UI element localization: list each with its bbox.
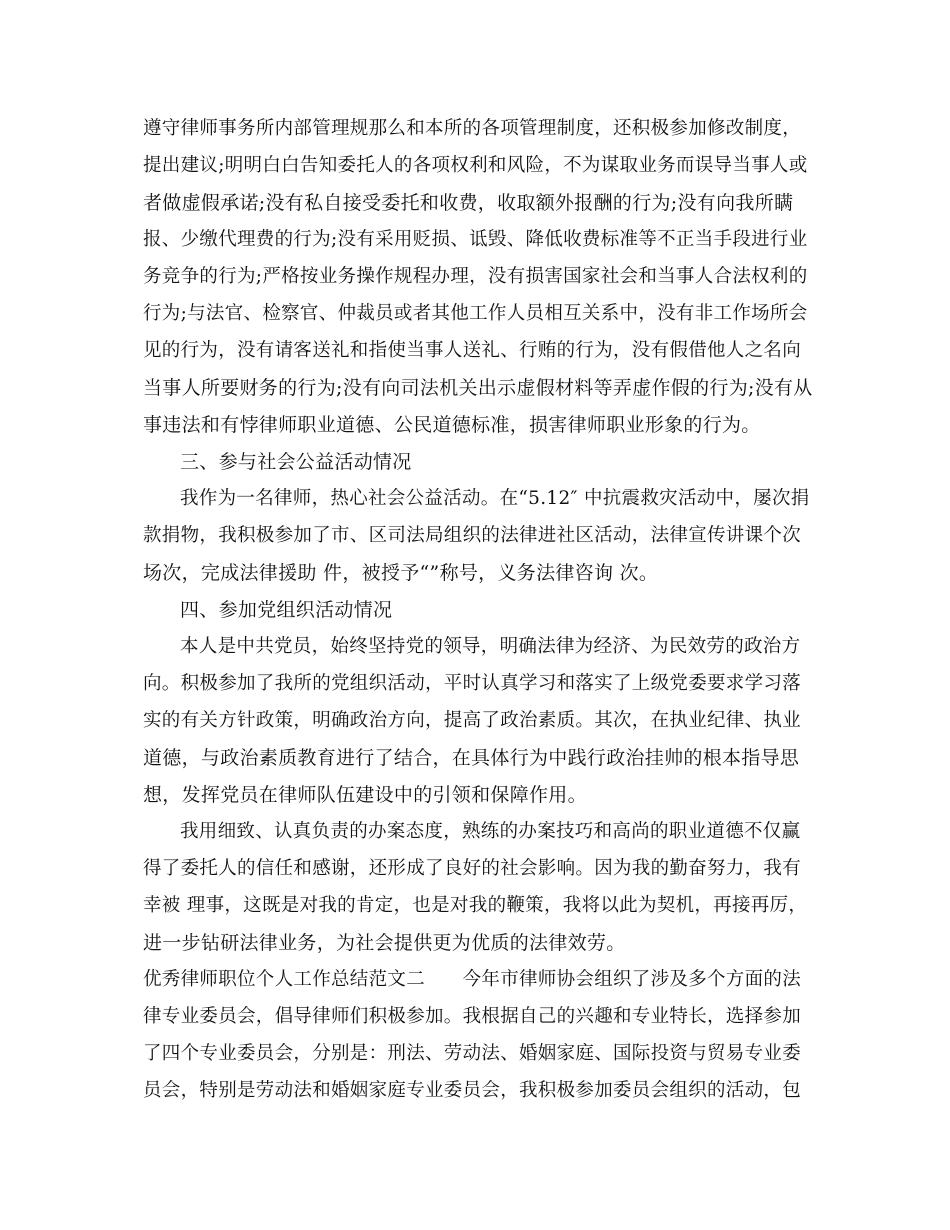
text-line: 想，发挥党员在律师队伍建设中的引领和保障作用。 <box>143 784 587 806</box>
text-line: 见的行为，没有请客送礼和指使当事人送礼、行贿的行为，没有假借他人之名向 <box>143 340 802 361</box>
text-line: 我作为一名律师，热心社会公益活动。在“5.12″ 中抗震救灾活动中，屡次捐 <box>180 488 810 509</box>
text-line: 道德，与政治素质教育进行了结合，在具体行为中践行政治挂帅的根本指导思 <box>143 747 800 769</box>
text-line: 款捐物，我积极参加了市、区司法局组织的法律进社区活动，法律宣传讲课个次 <box>143 525 802 546</box>
text-line: 当事人所要财务的行为;没有向司法机关出示虚假材料等弄虚作假的行为;没有从 <box>143 377 813 399</box>
text-line: 向。积极参加了我所的党组织活动，平时认真学习和落实了上级党委要求学习落 <box>143 673 802 694</box>
text-line: 了四个专业委员会，分别是：刑法、劳动法、婚姻家庭、国际投资与贸易专业委 <box>143 1043 802 1064</box>
text-line: 我用细致、认真负责的办案态度，熟练的办案技巧和高尚的职业道德不仅赢 <box>180 821 801 842</box>
text-line: 务竞争的行为;严格按业务操作规程办理，没有损害国家社会和当事人合法权利的 <box>143 266 808 287</box>
text-line: 得了委托人的信任和感谢，还形成了良好的社会影响。因为我的勤奋努力，我有 <box>143 858 802 879</box>
text-line: 报、少缴代理费的行为;没有采用贬损、诋毁、降低收费标准等不正当手段进行业 <box>143 229 808 250</box>
text-line: 提出建议;明明白白告知委托人的各项权利和风险，不为谋取业务而误导当事人或 <box>143 155 808 176</box>
text-line: 者做虚假承诺;没有私自接受委托和收费，收取额外报酬的行为;没有向我所瞒 <box>143 192 794 214</box>
text-line: 事违法和有悖律师职业道德、公民道德标准，损害律师职业形象的行为。 <box>143 414 761 436</box>
text-line: 律专业委员会，倡导律师们积极参加。我根据自己的兴趣和专业特长，选择参加 <box>143 1006 802 1027</box>
text-line: 幸被 理事，这既是对我的肯定，也是对我的鞭策，我将以此为契机，再接再厉， <box>143 895 808 916</box>
text-line: 本人是中共党员，始终坚持党的领导，明确法律为经济、为民效劳的政治方 <box>180 636 801 657</box>
text-line: 场次，完成法律援助 件，被授予“”称号，义务法律咨询 次。 <box>143 562 659 584</box>
text-line: 实的有关方针政策，明确政治方向，提高了政治素质。其次，在执业纪律、执业 <box>143 710 802 731</box>
text-line: 遵守律师事务所内部管理规那么和本所的各项管理制度，还积极参加修改制度， <box>143 118 802 139</box>
text-line: 进一步钻研法律业务，为社会提供更为优质的法律效劳。 <box>143 932 626 954</box>
text-line: 行为;与法官、检察官、仲裁员或者其他工作人员相互关系中，没有非工作场所会 <box>143 303 808 324</box>
text-line: 员会，特别是劳动法和婚姻家庭专业委员会，我积极参加委员会组织的活动，包 <box>143 1080 802 1101</box>
section-heading: 四、参加党组织活动情况 <box>180 599 393 621</box>
section-heading: 三、参与社会公益活动情况 <box>180 451 412 473</box>
text-line: 优秀律师职位个人工作总结范文二 今年市律师协会组织了涉及多个方面的法 <box>143 969 802 990</box>
